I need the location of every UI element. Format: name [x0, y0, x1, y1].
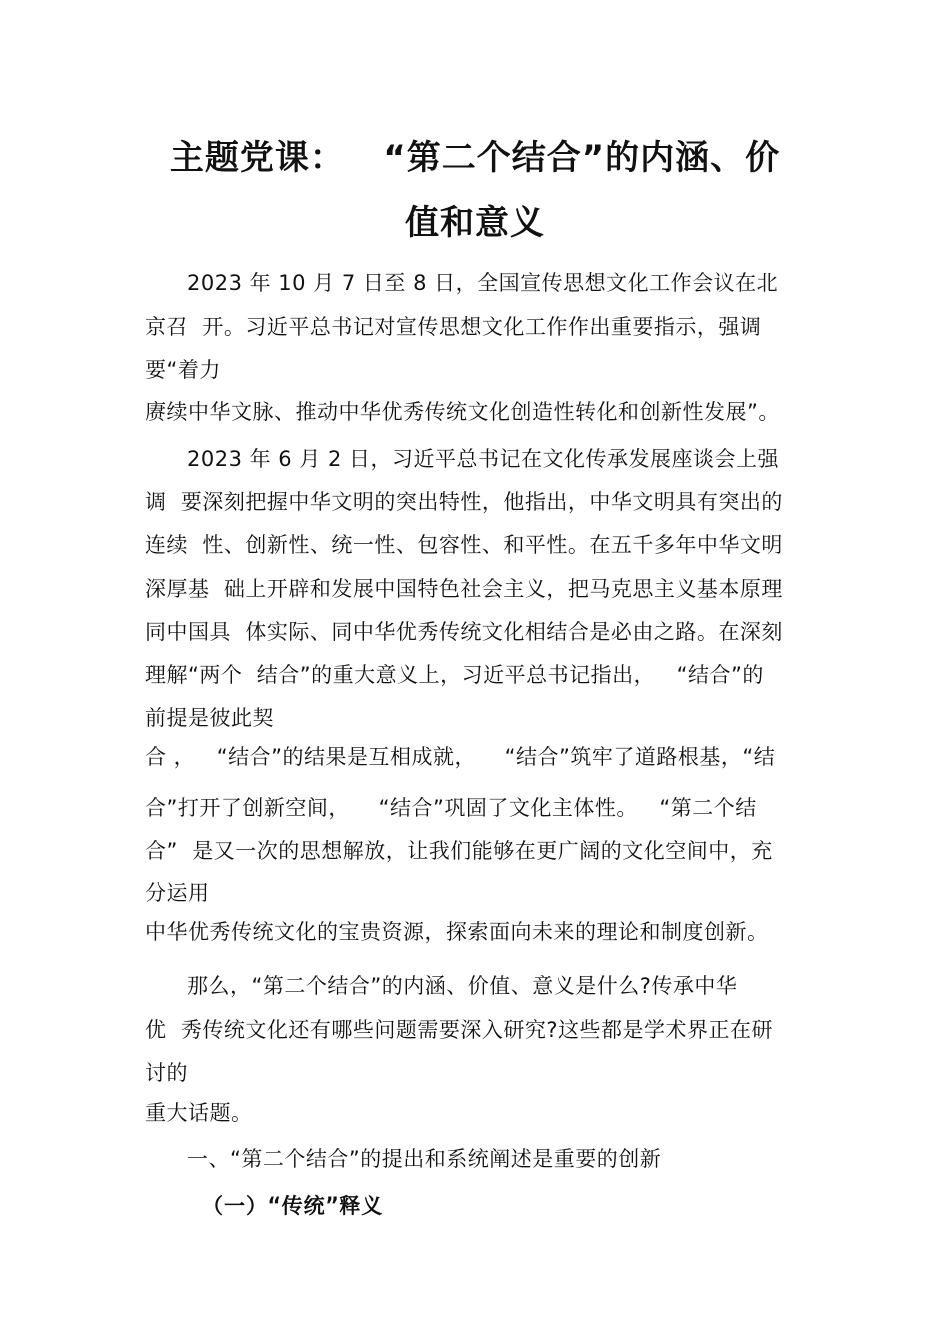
paragraph-2-line-9: 合”打开了创新空间， “结合”巩固了文化主体性。 “第二个结 — [145, 796, 757, 820]
paragraph-2-line-6: 理解“两个 结合”的重大意义上，习近平总书记指出， “结合”的 — [145, 663, 764, 687]
paragraph-2-line-7: 前提是彼此契 — [145, 706, 274, 730]
paragraph-2-line-11: 分运用 — [145, 881, 210, 905]
paragraph-3-line-3: 讨的 — [145, 1061, 188, 1085]
paragraph-3-line-4: 重大话题。 — [145, 1101, 253, 1125]
paragraph-2-line-12: 中华优秀传统文化的宝贵资源，探索面向未来的理论和制度创新。 — [145, 920, 769, 944]
document-title-line-2: 值和意义 — [405, 203, 545, 243]
paragraph-1-line-3: 要“着力 — [145, 358, 221, 382]
document-title-line-1: 主题党课： “第二个结合”的内涵、价 — [169, 138, 781, 178]
paragraph-2-line-2: 调 要深刻把握中华文明的突出特性，他指出，中华文明具有突出的 — [145, 490, 783, 514]
paragraph-2-line-10: 合” 是又一次的思想解放，让我们能够在更广阔的文化空间中，充 — [145, 839, 773, 863]
paragraph-2-line-1: 2023 年 6 月 2 日，习近平总书记在文化传承发展座谈会上强 — [187, 447, 780, 471]
paragraph-1-line-1: 2023 年 10 月 7 日至 8 日，全国宣传思想文化工作会议在北 — [187, 271, 779, 295]
paragraph-3-line-2: 优 秀传统文化还有哪些问题需要深入研究?这些都是学术界正在研 — [145, 1018, 773, 1042]
paragraph-2-line-8: 合 ， “结合”的结果是互相成就， “结合”筑牢了道路根基，“结 — [145, 745, 776, 769]
paragraph-1-line-4: 赓续中华文脉、推动中华优秀传统文化创造性转化和创新性发展”。 — [145, 400, 780, 424]
subsection-heading: （一）“传统”释义 — [202, 1194, 384, 1218]
paragraph-2-line-3: 连续 性、创新性、统一性、包容性、和平性。在五千多年中华文明 — [145, 533, 783, 557]
section-heading: 一、“第二个结合”的提出和系统阐述是重要的创新 — [187, 1147, 662, 1171]
paragraph-1-line-2: 京召 开。习近平总书记对宣传思想文化工作作出重要指示，强调 — [145, 315, 762, 339]
paragraph-2-line-4: 深厚基 础上开辟和发展中国特色社会主义，把马克思主义基本原理 — [145, 577, 783, 601]
paragraph-2-line-5: 同中国具 体实际、同中华优秀传统文化相结合是必由之路。在深刻 — [145, 620, 783, 644]
paragraph-3-line-1: 那么，“第二个结合”的内涵、价值、意义是什么?传承中华 — [187, 974, 738, 998]
